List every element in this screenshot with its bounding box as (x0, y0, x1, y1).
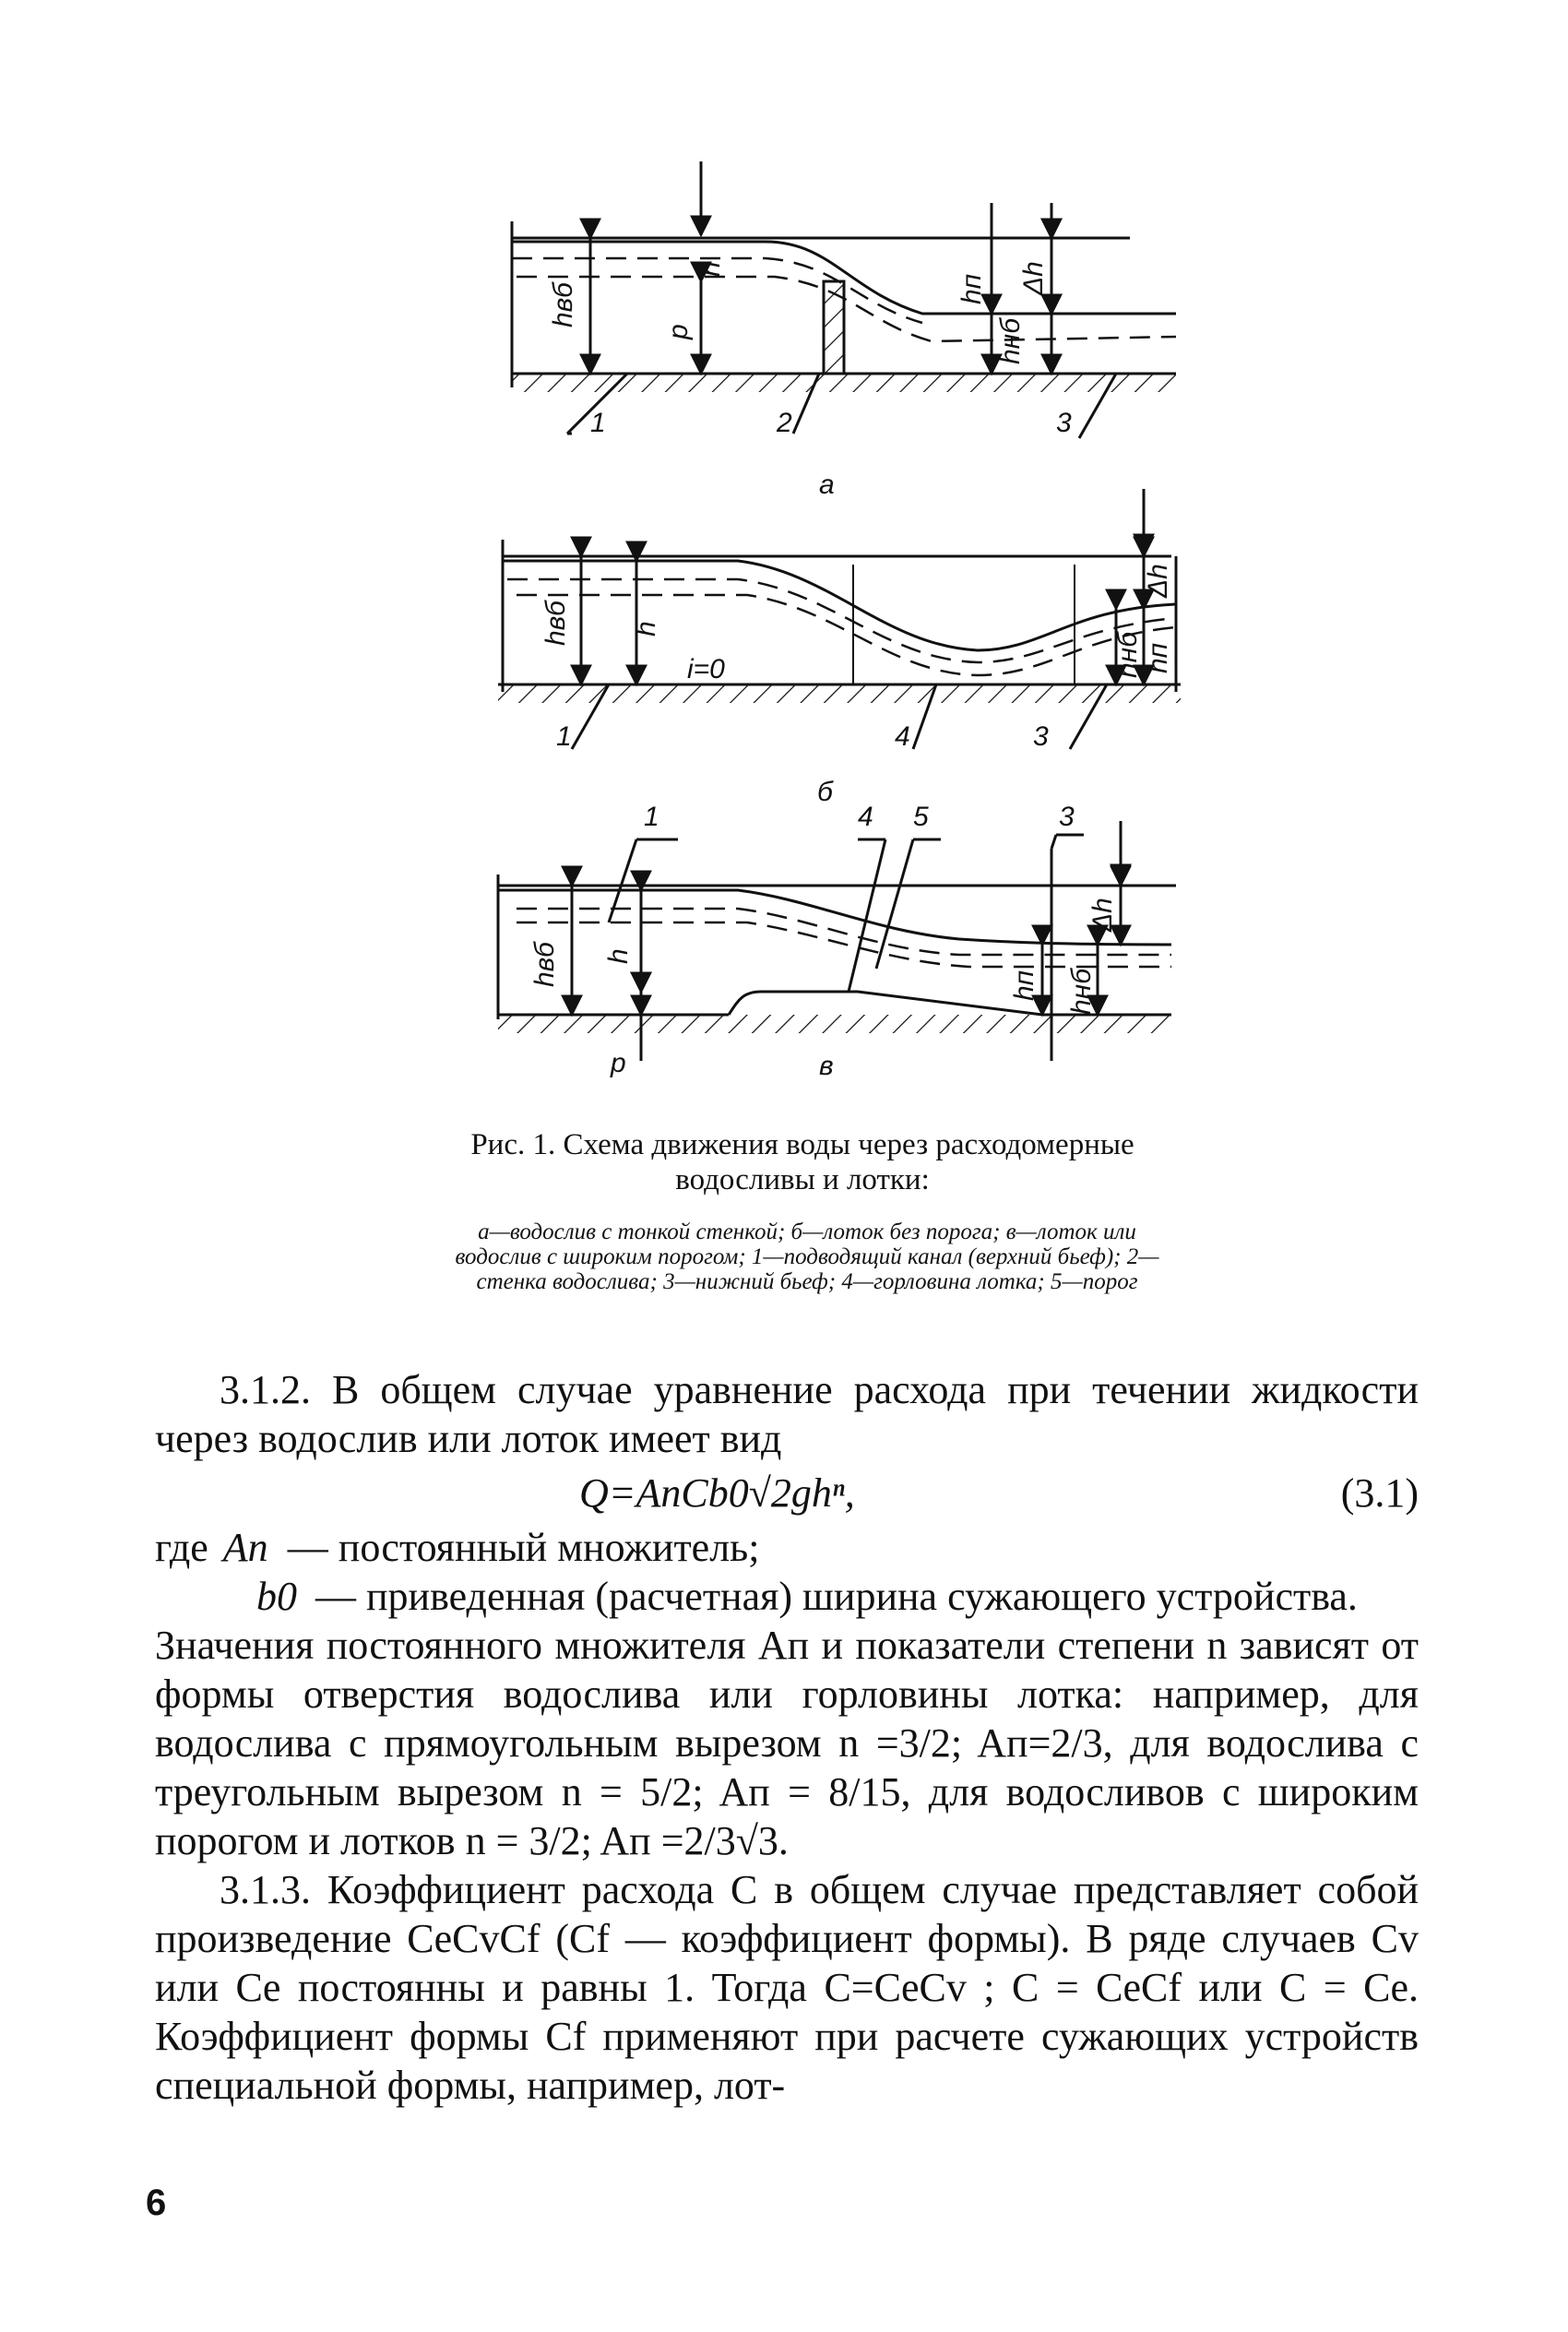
panel-a-hp: hп (956, 273, 987, 304)
figure-caption: Рис. 1. Схема движения воды через расходомерные водосливы и лотки: (470, 1128, 1134, 1196)
panel-c-p: p (611, 1048, 626, 1078)
panel-a-drawing (512, 161, 1176, 438)
panel-b-label-1: 1 (556, 721, 572, 752)
where-label: где (155, 1525, 208, 1570)
definition-b0 (155, 1572, 1419, 1621)
figure-1 (0, 0, 1568, 1107)
definition-b0-symbol: b0 (256, 1574, 297, 1619)
panel-b-hnb: hнб (1112, 631, 1143, 678)
panel-c-label-3: 3 (1059, 802, 1075, 832)
panel-c-drawing (498, 821, 1176, 1061)
panel-c-hvb: hвб (529, 942, 560, 987)
paragraph-3-1-3: 3.1.3. Коэффициент расхода C в общем случае представляет собой произведение CeCvCf (Cf — коэффициент формы). В ряде случаев Cv или Ce постоянны и равны 1. Тогда C=CeCv ; C = CeCf или C = Ce. Коэффициент формы Cf применяют при расчете сужающих устройств специальной формы, например, лот- (155, 1867, 1419, 2108)
figure-drawing (0, 0, 1568, 1107)
panel-b-slope: i=0 (687, 654, 725, 684)
panel-a-label-2: 2 (777, 408, 792, 438)
panel-c-letter: в (819, 1051, 834, 1081)
panel-a-hvb: hвб (548, 282, 578, 327)
panel-b-label-4: 4 (895, 721, 910, 752)
page-number: 6 (146, 2183, 167, 2223)
panel-c-hp: hп (1009, 970, 1039, 1001)
panel-c-dh: Δh (1087, 898, 1118, 932)
panel-a-dh: Δh (1018, 261, 1049, 295)
definition-ap (155, 1523, 1419, 1572)
formula-3-1 (155, 1469, 1419, 1517)
formula-number: (3.1) (1340, 1470, 1419, 1516)
panel-c-hnb: hнб (1066, 968, 1097, 1015)
panel-b-hp: hп (1143, 642, 1173, 673)
panel-a-label-3: 3 (1056, 408, 1072, 438)
definition-ap-text: — постоянный множитель; (287, 1525, 760, 1570)
panel-c-h: h (603, 948, 634, 964)
paragraph-exponents: Значения постоянного множителя Aп и показатели степени n зависят от формы отверстия водослива или горловины лотка: например, для водослива с прямоугольным вырезом n =3/2; Aп=2/3, для водослива с треугольным вырезом n = 5/2; Aп = 8/15, для водосливов с широким порогом и лотков n = 3/2; Aп =2/3√3. (155, 1623, 1419, 1863)
panel-b-h: h (631, 621, 661, 637)
figure-legend: а—водослив с тонкой стенкой; б—лоток без порога; в—лоток или водослив с широким порогом; 1—подводящий канал (верхний бьеф); 2—стенка водослива; 3—нижний бьеф; 4—горловина лотка; 5—порог (455, 1220, 1159, 1294)
panel-a-label-1: 1 (590, 408, 606, 438)
panel-b-dh: Δh (1143, 564, 1173, 598)
body-text (155, 1365, 1419, 2110)
definition-ap-symbol: Aп (222, 1525, 268, 1570)
panel-a-h: h (695, 261, 726, 277)
panel-c-label-5: 5 (913, 802, 929, 832)
panel-c-label-1: 1 (644, 802, 659, 832)
panel-b-label-3: 3 (1033, 721, 1049, 752)
formula-expression: Q=AпCb0√2ghⁿ, (579, 1470, 855, 1516)
panel-a-p: p (663, 324, 694, 339)
panel-a-hnb: hнб (995, 317, 1026, 364)
panel-b-letter: б (817, 777, 833, 807)
panel-a-letter: а (819, 470, 835, 500)
panel-b-hvb: hвб (540, 601, 571, 646)
definition-b0-text: — приведенная (расчетная) ширина сужающего устройства. (315, 1574, 1358, 1619)
panel-b-drawing (498, 489, 1181, 749)
panel-c-label-4: 4 (858, 802, 873, 832)
paragraph-3-1-2: 3.1.2. В общем случае уравнение расхода при течении жидкости через водослив или лоток имеет вид (155, 1367, 1419, 1461)
